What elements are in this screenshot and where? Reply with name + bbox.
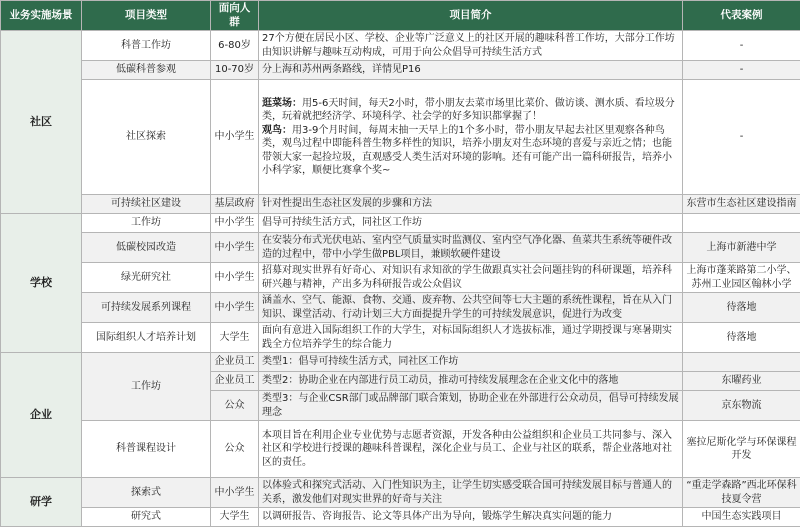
table-row [1, 61, 800, 80]
case: - [683, 61, 800, 80]
audience: 中小学生 [211, 80, 259, 195]
header-case: 代表案例 [683, 1, 800, 31]
intro-market-text: 用5-6天时间，每天2小时，带小朋友去菜市场里比菜价、做访谈、测水质、看垃圾分类，玩着就把经济学、环境科学、社会学的好多知识都掌握了！ [262, 98, 675, 123]
audience: 10-70岁 [211, 61, 259, 80]
case: 上海市新港中学 [683, 233, 800, 263]
intro: 招募对现实世界有好奇心、对知识有求知欲的学生做跟真实社会问题挂钩的科研课题，培养科研兴趣与精神，产出多为科研报告或公众倡议 [259, 263, 683, 293]
audience: 中小学生 [211, 214, 259, 233]
case: 上海市蓬莱路第二小学、苏州工业园区翰林小学 [683, 263, 800, 293]
intro-market [262, 97, 679, 124]
project-type: 科普工作坊 [82, 31, 211, 61]
case [683, 353, 800, 372]
intro: 涵盖水、空气、能源、食物、交通、废弃物、公共空间等七大主题的系统性课程，旨在从入门知识、课堂活动、行动计划三大方面提提升学生的可持续发展意识，促进行为改变 [259, 293, 683, 323]
audience: 大学生 [211, 508, 259, 527]
audience: 中小学生 [211, 233, 259, 263]
table-row [1, 323, 800, 353]
case: - [683, 80, 800, 195]
table-row [1, 80, 800, 195]
table-row [1, 508, 800, 527]
project-type: 国际组织人才培养计划 [82, 323, 211, 353]
section-community: 社区 [1, 31, 82, 214]
project-type: 低碳科普参观 [82, 61, 211, 80]
audience: 公众 [211, 421, 259, 478]
project-type: 研究式 [82, 508, 211, 527]
header-scene: 业务实施场景 [1, 1, 82, 31]
audience: 公众 [211, 391, 259, 421]
header-type: 项目类型 [82, 1, 211, 31]
intro: 面向有意进入国际组织工作的大学生，对标国际组织人才选拔标准，通过学期授课与寒暑期实践全方位培养学生的综合能力 [259, 323, 683, 353]
case: 待落地 [683, 323, 800, 353]
section-research: 研学 [1, 478, 82, 527]
intro-birding-text: 用3-9个月时间，每周末抽一天早上的1个多小时，带小朋友早起去社区里观察各种鸟类，观鸟过程中即能科普生物多样性的知识，培养小朋友对生态环境的喜爱与亲近之情；也能带领大家一起捡垃圾，直观感受人类生活对环境的影响。还有可能产出一篇科研报告，培养小小科学家，顺便比赛拿个奖~ [262, 125, 672, 177]
header-audience: 面向人群 [211, 1, 259, 31]
intro [259, 80, 683, 195]
intro: 以体验式和探究式活动、入门性知识为主，让学生切实感受联合国可持续发展目标与普通人的关系，激发他们对现实世界的好奇与关注 [259, 478, 683, 508]
project-type: 探索式 [82, 478, 211, 508]
table-row [1, 195, 800, 214]
table-row [1, 263, 800, 293]
project-type: 科普课程设计 [82, 421, 211, 478]
header-intro: 项目简介 [259, 1, 683, 31]
project-type: 低碳校园改造 [82, 233, 211, 263]
project-type: 可持续社区建设 [82, 195, 211, 214]
audience: 6-80岁 [211, 31, 259, 61]
section-school: 学校 [1, 214, 82, 353]
table-row [1, 31, 800, 61]
table-row [1, 214, 800, 233]
intro-birding-title: 观鸟： [262, 125, 292, 136]
intro: 类型2：协助企业在内部进行员工动员，推动可持续发展理念在企业文化中的落地 [259, 372, 683, 391]
project-type: 社区探索 [82, 80, 211, 195]
case: 待落地 [683, 293, 800, 323]
audience: 中小学生 [211, 263, 259, 293]
case: 京东物流 [683, 391, 800, 421]
intro: 27个方便在居民小区、学校、企业等广泛意义上的社区开展的趣味科普工作坊，大部分工作坊由知识讲解与趣味互动构成，可用于向公众倡导可持续生活方式 [259, 31, 683, 61]
intro: 倡导可持续生活方式，同社区工作坊 [259, 214, 683, 233]
intro: 类型3：与企业CSR部门或品牌部门联合策划，协助企业在外部进行公众动员，倡导可持续发展理念 [259, 391, 683, 421]
audience: 企业员工 [211, 353, 259, 372]
intro-birding [262, 124, 679, 178]
project-type: 工作坊 [82, 353, 211, 421]
case: 东曜药业 [683, 372, 800, 391]
table-row [1, 421, 800, 478]
audience: 大学生 [211, 323, 259, 353]
case: “重走学森路”西北环保科技夏令营 [683, 478, 800, 508]
intro: 在安装分布式光伏电站、室内空气质量实时监测仪、室内空气净化器、鱼菜共生系统等硬件改造的过程中，带中小学生做PBL项目，兼顾软硬件建设 [259, 233, 683, 263]
project-type: 绿光研究社 [82, 263, 211, 293]
intro: 分上海和苏州两条路线，详情见P16 [259, 61, 683, 80]
project-type: 可持续发展系列课程 [82, 293, 211, 323]
audience: 基层政府 [211, 195, 259, 214]
case: 塞拉尼斯化学与环保课程开发 [683, 421, 800, 478]
case [683, 214, 800, 233]
intro: 本项目旨在利用企业专业优势与志愿者资源，开发各种由公益组织和企业员工共同参与、深入社区和学校进行授课的趣味科普课程，深化企业与员工、企业与社区的联系，帮企业落地对社区的责任。 [259, 421, 683, 478]
case: 东营市生态社区建设指南 [683, 195, 800, 214]
table-row [1, 233, 800, 263]
case: - [683, 31, 800, 61]
table-row [1, 293, 800, 323]
project-type: 工作坊 [82, 214, 211, 233]
intro: 针对性提出生态社区发展的步骤和方法 [259, 195, 683, 214]
audience: 中小学生 [211, 478, 259, 508]
case: 中国生态实践项目 [683, 508, 800, 527]
audience: 企业员工 [211, 372, 259, 391]
intro: 以调研报告、咨询报告、论文等具体产出为导向，锻炼学生解决真实问题的能力 [259, 508, 683, 527]
table-row [1, 353, 800, 372]
section-enterprise: 企业 [1, 353, 82, 478]
intro: 类型1：倡导可持续生活方式，同社区工作坊 [259, 353, 683, 372]
audience: 中小学生 [211, 293, 259, 323]
intro-market-title: 逛菜场： [262, 98, 302, 109]
table-row [1, 478, 800, 508]
